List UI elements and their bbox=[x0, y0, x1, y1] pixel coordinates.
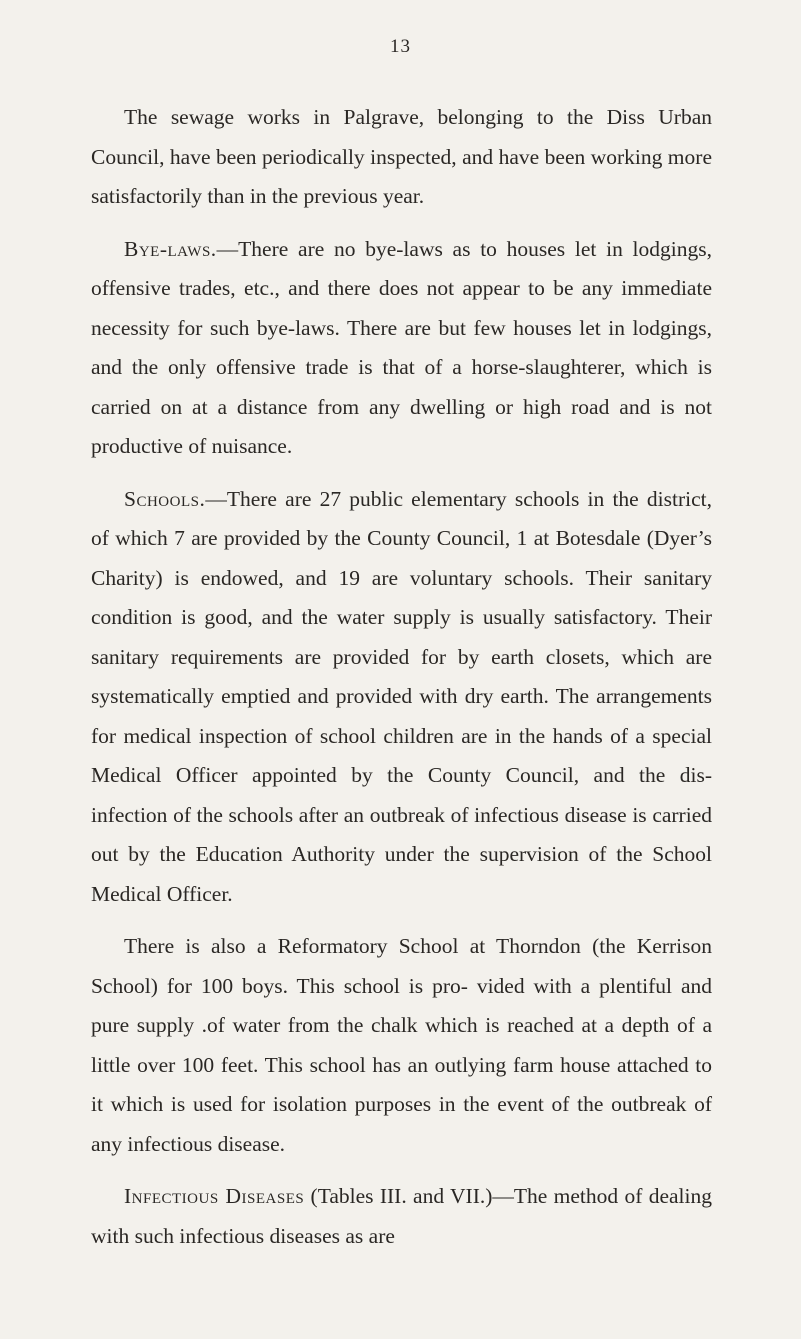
paragraph-text: The sewage works in Palgrave, belonging to the Diss Urban Council, have been periodically inspected, and have been working more satisfactorily than in the previous year. bbox=[91, 105, 712, 208]
section-heading-bye-laws: Bye-laws. bbox=[124, 236, 217, 261]
section-heading-schools: Schools. bbox=[124, 486, 206, 511]
page-number: 13 bbox=[390, 36, 411, 57]
paragraph-sewage-works bbox=[91, 98, 712, 217]
paragraph-reformatory-school bbox=[91, 927, 712, 1164]
paragraph-text: —There are no bye-laws as to houses let in lodgings, offensive trades, etc., and there does not appear to be any immediate necessity for such bye-laws. There are but few houses let in lodgings, and the only offensive trade is that of a horse-slaughterer, which is carried on at a distance from any dwelling or high road and is not productive of nuisance. bbox=[91, 236, 712, 458]
paragraph-infectious-diseases bbox=[91, 1177, 712, 1256]
paragraph-text: —There are 27 public elementary schools in the district, of which 7 are provided by the County Council, 1 at Botesdale (Dyer’s Charity) is endowed, and 19 are voluntary schools. Their sanitary condition is good, and the water supply is usually satisfactory. Their sanitary requirements are provided for by earth closets, which are systematically emptied and provided with dry earth. The arrangements for medical inspection of school children are in the hands of a special Medical Officer appointed by the County Council, and the dis- infection of the schools after an outbreak of infectious disease is carried out by the Education Authority under the supervision of the School Medical Officer. bbox=[91, 486, 712, 906]
section-heading-infectious-diseases: Infectious Diseases bbox=[124, 1184, 305, 1208]
body-text bbox=[91, 98, 712, 1256]
paragraph-schools bbox=[91, 480, 712, 915]
paragraph-text: (Tables III. and VII.)—The method of dealing with such infectious diseases as are bbox=[91, 1184, 713, 1248]
paragraph-text: There is also a Reformatory School at Thorndon (the Kerrison School) for 100 boys. This school is pro- vided with a plentiful and pure supply .of water from the chalk which is reached at a depth of a little over 100 feet. This school has an outlying farm house attached to it which is used for isolation purposes in the event of the outbreak of any infectious disease. bbox=[91, 934, 712, 1156]
paragraph-bye-laws bbox=[91, 230, 712, 467]
